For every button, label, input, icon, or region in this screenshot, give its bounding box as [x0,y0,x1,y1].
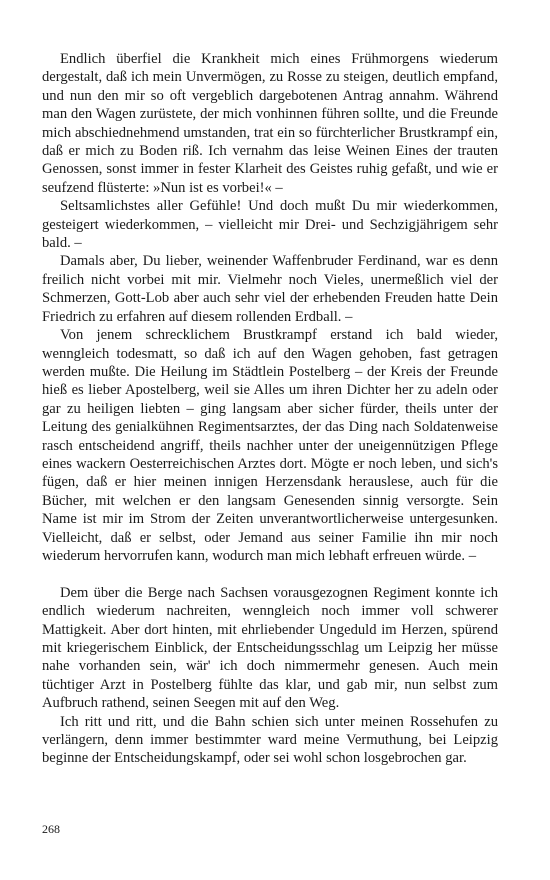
page-body [42,50,498,768]
paragraph-3: Damals aber, Du lieber, weinender Waffenbruder Ferdinand, war es denn freilich nicht vorbei mit mir. Vielmehr noch Vieles, unermeßlich viel der Schmerzen, Gott-Lob aber auch sehr viel der erhebenden Freuden hatte Dein Friedrich zu erfahren auf diesem rollenden Erdball. – [42,253,498,325]
paragraph-6: Ich ritt und ritt, und die Bahn schien sich unter meinen Rossehufen zu verlängern, denn immer bestimmter ward meine Vermuthung, bei Leipzig beginne der Entscheidungskampf, oder sei wohl schon losgebrochen gar. [42,713,498,767]
paragraph-5: Dem über die Berge nach Sachsen vorausgezognen Regiment konnte ich endlich wiederum nachreiten, wenngleich noch immer voll schwerer Mattigkeit. Aber dort hinten, mit ehrliebender Ungeduld im Herzen, spürend mit kriegerischem Einblick, der Entscheidungsschlag um Leipzig her müsse nahe vorhanden sein, wär' ich doch nimmermehr genesen. Auch mein tüchtiger Arzt in Postelberg fühlte das klar, und gab mir, nun selbst zum Aufbruch rathend, seinen Seegen mit auf den Weg. [42,584,498,712]
paragraph-1: Endlich überfiel die Krankheit mich eines Frühmorgens wiederum dergestalt, daß ich mein Unvermögen, zu Rosse zu steigen, deutlich empfand, und nun den mir so oft vergeblich dargebotenen Antrag annahm. Während man den Wagen zurüstete, der mich vonhinnen führen sollte, und die Freunde mich abschiednehmend umstanden, trat ein so fürchterlicher Brustkrampf ein, daß er mich zu Boden riß. Ich vernahm das leise Weinen Eines der trauten Genossen, sonst immer in fester Klarheit des Geistes ruhig gefaßt, und wie er seufzend flüsterte: »Nun ist es vorbei!« – [42,51,498,196]
paragraph-4: Von jenem schrecklichem Brustkrampf erstand ich bald wieder, wenngleich todesmatt, so daß ich auf den Wagen gehoben, fast getragen werden mußte. Die Heilung im Städtlein Postelberg – der Kreis der Freunde hieß es lieber Apostelberg, weil sie Alles um ihren Dichter her zu adeln oder gar zu heiligen liebten – ging langsam aber sicher fürder, theils unter der Leitung des genialkühnen Regimentsarztes, der das Ding nach Soldatenweise rasch entscheidend angriff, theils nachher unter der uneigennützigen Pflege eines wackern Oesterreichischen Arztes dort. Mögte er noch leben, und sich's fügen, daß er hier meinen innigen Herzensdank herauslese, auch für die Bücher, mit welchen er den langsam Genesenden sinnig versorgte. Sein Name ist mir im Strom der Zeiten unverantwortlicherweise untergesunken. Vielleicht, daß er selbst, oder Jemand aus seiner Familie ihn mir noch wiederum hervorrufen kann, wodurch man mich lebhaft erfreuen würde. – [42,327,498,564]
paragraph-2: Seltsamlichstes aller Gefühle! Und doch mußt Du mir wiederkommen, gesteigert wiederkommen, – vielleicht mir Drei- und Sechzigjährigem sehr bald. – [42,198,498,252]
page-number: 268 [42,822,60,836]
